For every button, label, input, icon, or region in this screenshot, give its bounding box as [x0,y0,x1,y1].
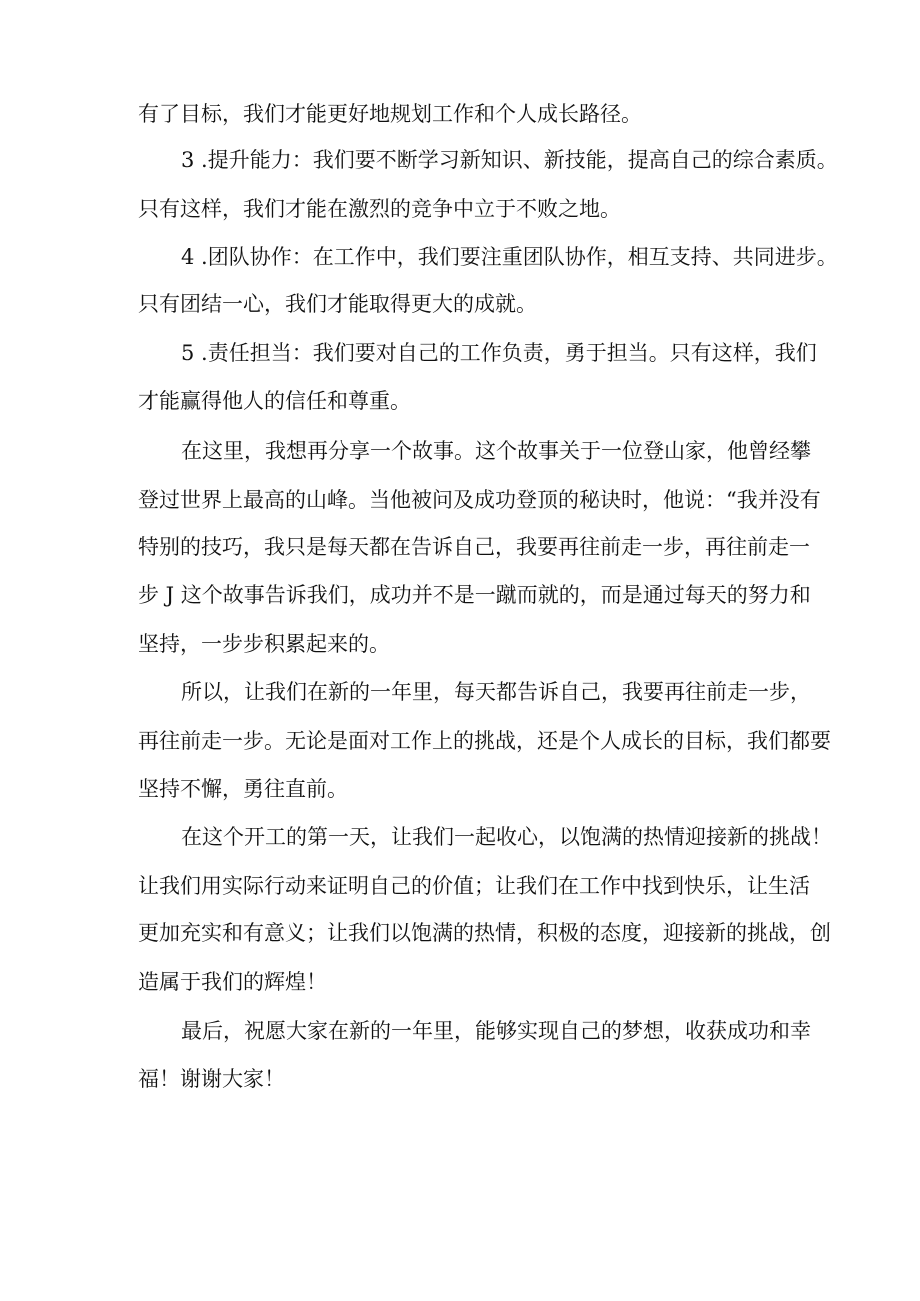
text-line: 更加充实和有意义；让我们以饱满的热情，积极的态度，迎接新的挑战，创 [138,921,831,945]
text-line: 在这里，我想再分享一个故事。这个故事关于一位登山家，他曾经攀 [181,439,811,463]
text-line: 5 .责任担当：我们要对自己的工作负责，勇于担当。只有这样，我们 [181,341,817,365]
text-line: 只有这样，我们才能在激烈的竞争中立于不败之地。 [138,197,621,221]
text-line: 坚持，一步步积累起来的。 [138,632,390,656]
text-line: 让我们用实际行动来证明自己的价值；让我们在工作中找到快乐，让生活 [138,874,810,898]
text-line: 4 .团队协作：在工作中，我们要注重团队协作，相互支持、共同进步。 [181,245,838,269]
text-line: 再往前走一步。无论是面对工作上的挑战，还是个人成长的目标，我们都要 [138,729,831,753]
text-line: 福！谢谢大家！ [138,1067,285,1091]
text-line: 所以，让我们在新的一年里，每天都告诉自己，我要再往前走一步， [181,680,811,704]
text-line: 有了目标，我们才能更好地规划工作和个人成长路径。 [138,102,642,126]
text-line: 才能赢得他人的信任和尊重。 [138,389,411,413]
text-line: 在这个开工的第一天，让我们一起收心，以饱满的热情迎接新的挑战！ [181,825,832,849]
text-line: 造属于我们的辉煌！ [138,970,327,994]
text-line: 3 .提升能力：我们要不断学习新知识、新技能，提高自己的综合素质。 [181,148,838,172]
text-line: 只有团结一心，我们才能取得更大的成就。 [138,292,537,316]
text-line: 特别的技巧，我只是每天都在告诉自己，我要再往前走一步，再往前走一 [138,535,810,559]
text-line: 最后，祝愿大家在新的一年里，能够实现自己的梦想，收获成功和幸 [181,1019,811,1043]
text-line: 坚持不懈，勇往直前。 [138,777,348,801]
text-line: 步 J 这个故事告诉我们，成功并不是一蹴而就的，而是通过每天的努力和 [138,583,811,607]
text-line: 登过世界上最高的山峰。当他被问及成功登顶的秘诀时，他说：“我并没有 [138,488,821,512]
